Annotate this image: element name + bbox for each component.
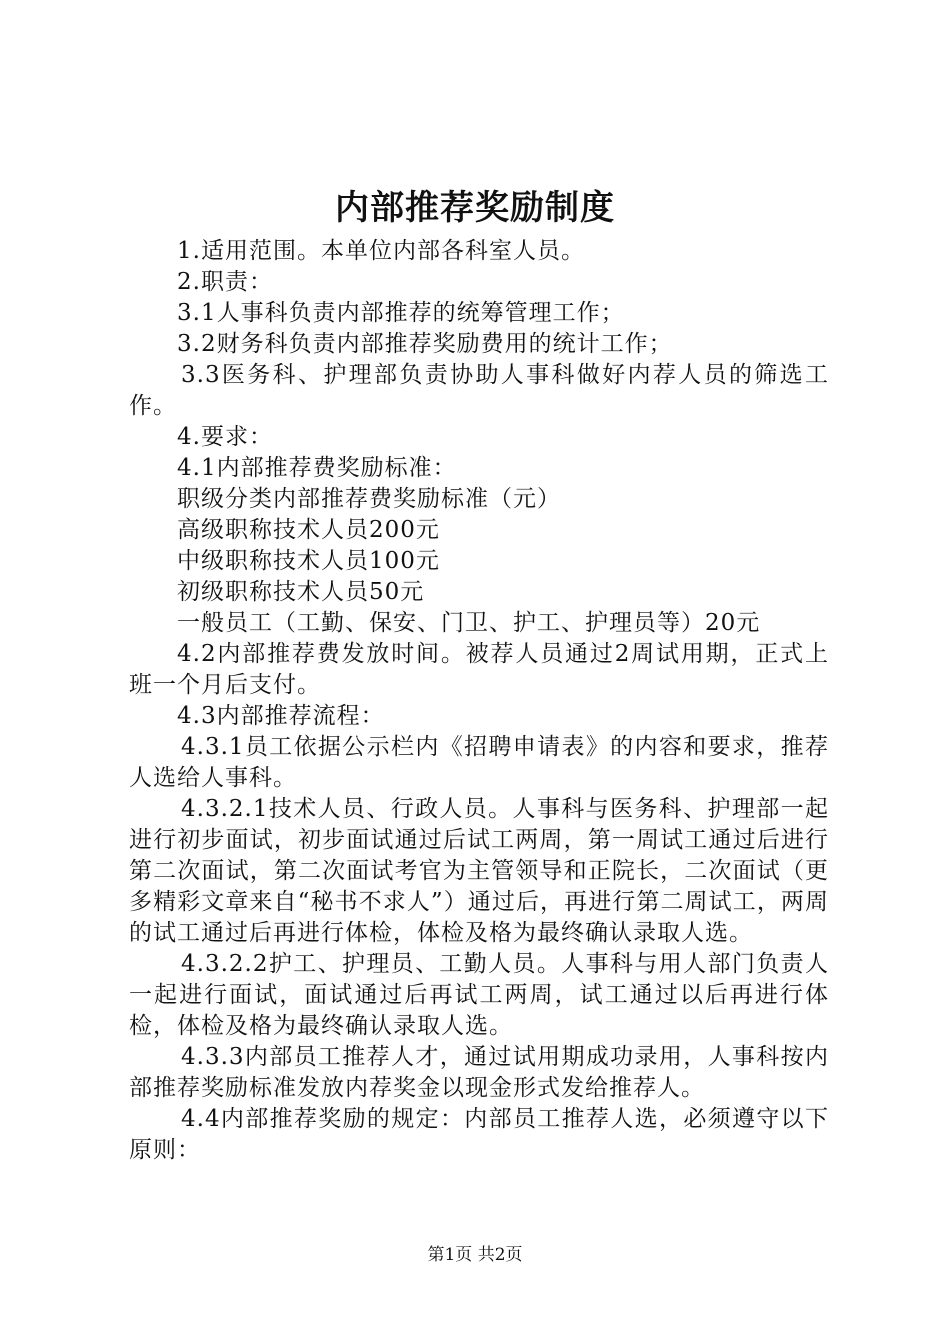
paragraph-duty-finance: 3.2财务科负责内部推荐奖励费用的统计工作； <box>177 331 673 357</box>
paragraph-process-step-3: 4.3.3内部员工推荐人才，通过试用期成功录用，人事科按内部推荐奖励标准发放内荐奖金以现金形式发给推荐人。 <box>129 1044 829 1101</box>
document-title: 内部推荐奖励制度 <box>335 188 615 228</box>
paragraph-scope: 1.适用范围。本单位内部各科室人员。 <box>177 238 585 264</box>
paragraph-reward-table-header: 职级分类内部推荐费奖励标准（元） <box>177 486 561 512</box>
paragraph-process-step-2-1: 4.3.2.1技术人员、行政人员。人事科与医务科、护理部一起进行初步面试，初步面试通过后试工两周，第一周试工通过后进行第二次面试，第二次面试考官为主管领导和正院长，二次面试（更多精彩文章来自“秘书不求人”）通过后，再进行第二周试工，两周的试工通过后再进行体检，体检及格为最终确认录取人选。 <box>129 796 829 946</box>
paragraph-reward-middle: 中级职称技术人员100元 <box>177 548 440 574</box>
paragraph-requirements: 4.要求： <box>177 424 273 450</box>
paragraph-reward-general: 一般员工（工勤、保安、门卫、护工、护理员等）20元 <box>177 610 761 636</box>
paragraph-process: 4.3内部推荐流程： <box>177 703 385 729</box>
page-footer: 第1页 共2页 <box>427 1245 523 1265</box>
paragraph-reward-rules: 4.4内部推荐奖励的规定：内部员工推荐人选，必须遵守以下原则： <box>129 1106 829 1163</box>
paragraph-reward-standard: 4.1内部推荐费奖励标准： <box>177 455 457 481</box>
document-body <box>129 236 829 1166</box>
paragraph-process-step-2-2: 4.3.2.2护工、护理员、工勤人员。人事科与用人部门负责人一起进行面试，面试通过后再试工两周，试工通过以后再进行体检，体检及格为最终确认录取人选。 <box>129 951 829 1039</box>
paragraph-duty-hr: 3.1人事科负责内部推荐的统筹管理工作； <box>177 300 625 326</box>
paragraph-reward-senior: 高级职称技术人员200元 <box>177 517 440 543</box>
paragraph-process-step-1: 4.3.1员工依据公示栏内《招聘申请表》的内容和要求，推荐人选给人事科。 <box>129 734 829 791</box>
paragraph-duty-medical: 3.3医务科、护理部负责协助人事科做好内荐人员的筛选工作。 <box>129 362 829 419</box>
paragraph-duties: 2.职责： <box>177 269 273 295</box>
paragraph-payment-time: 4.2内部推荐费发放时间。被荐人员通过2周试用期，正式上班一个月后支付。 <box>129 641 829 698</box>
paragraph-reward-junior: 初级职称技术人员50元 <box>177 579 425 605</box>
